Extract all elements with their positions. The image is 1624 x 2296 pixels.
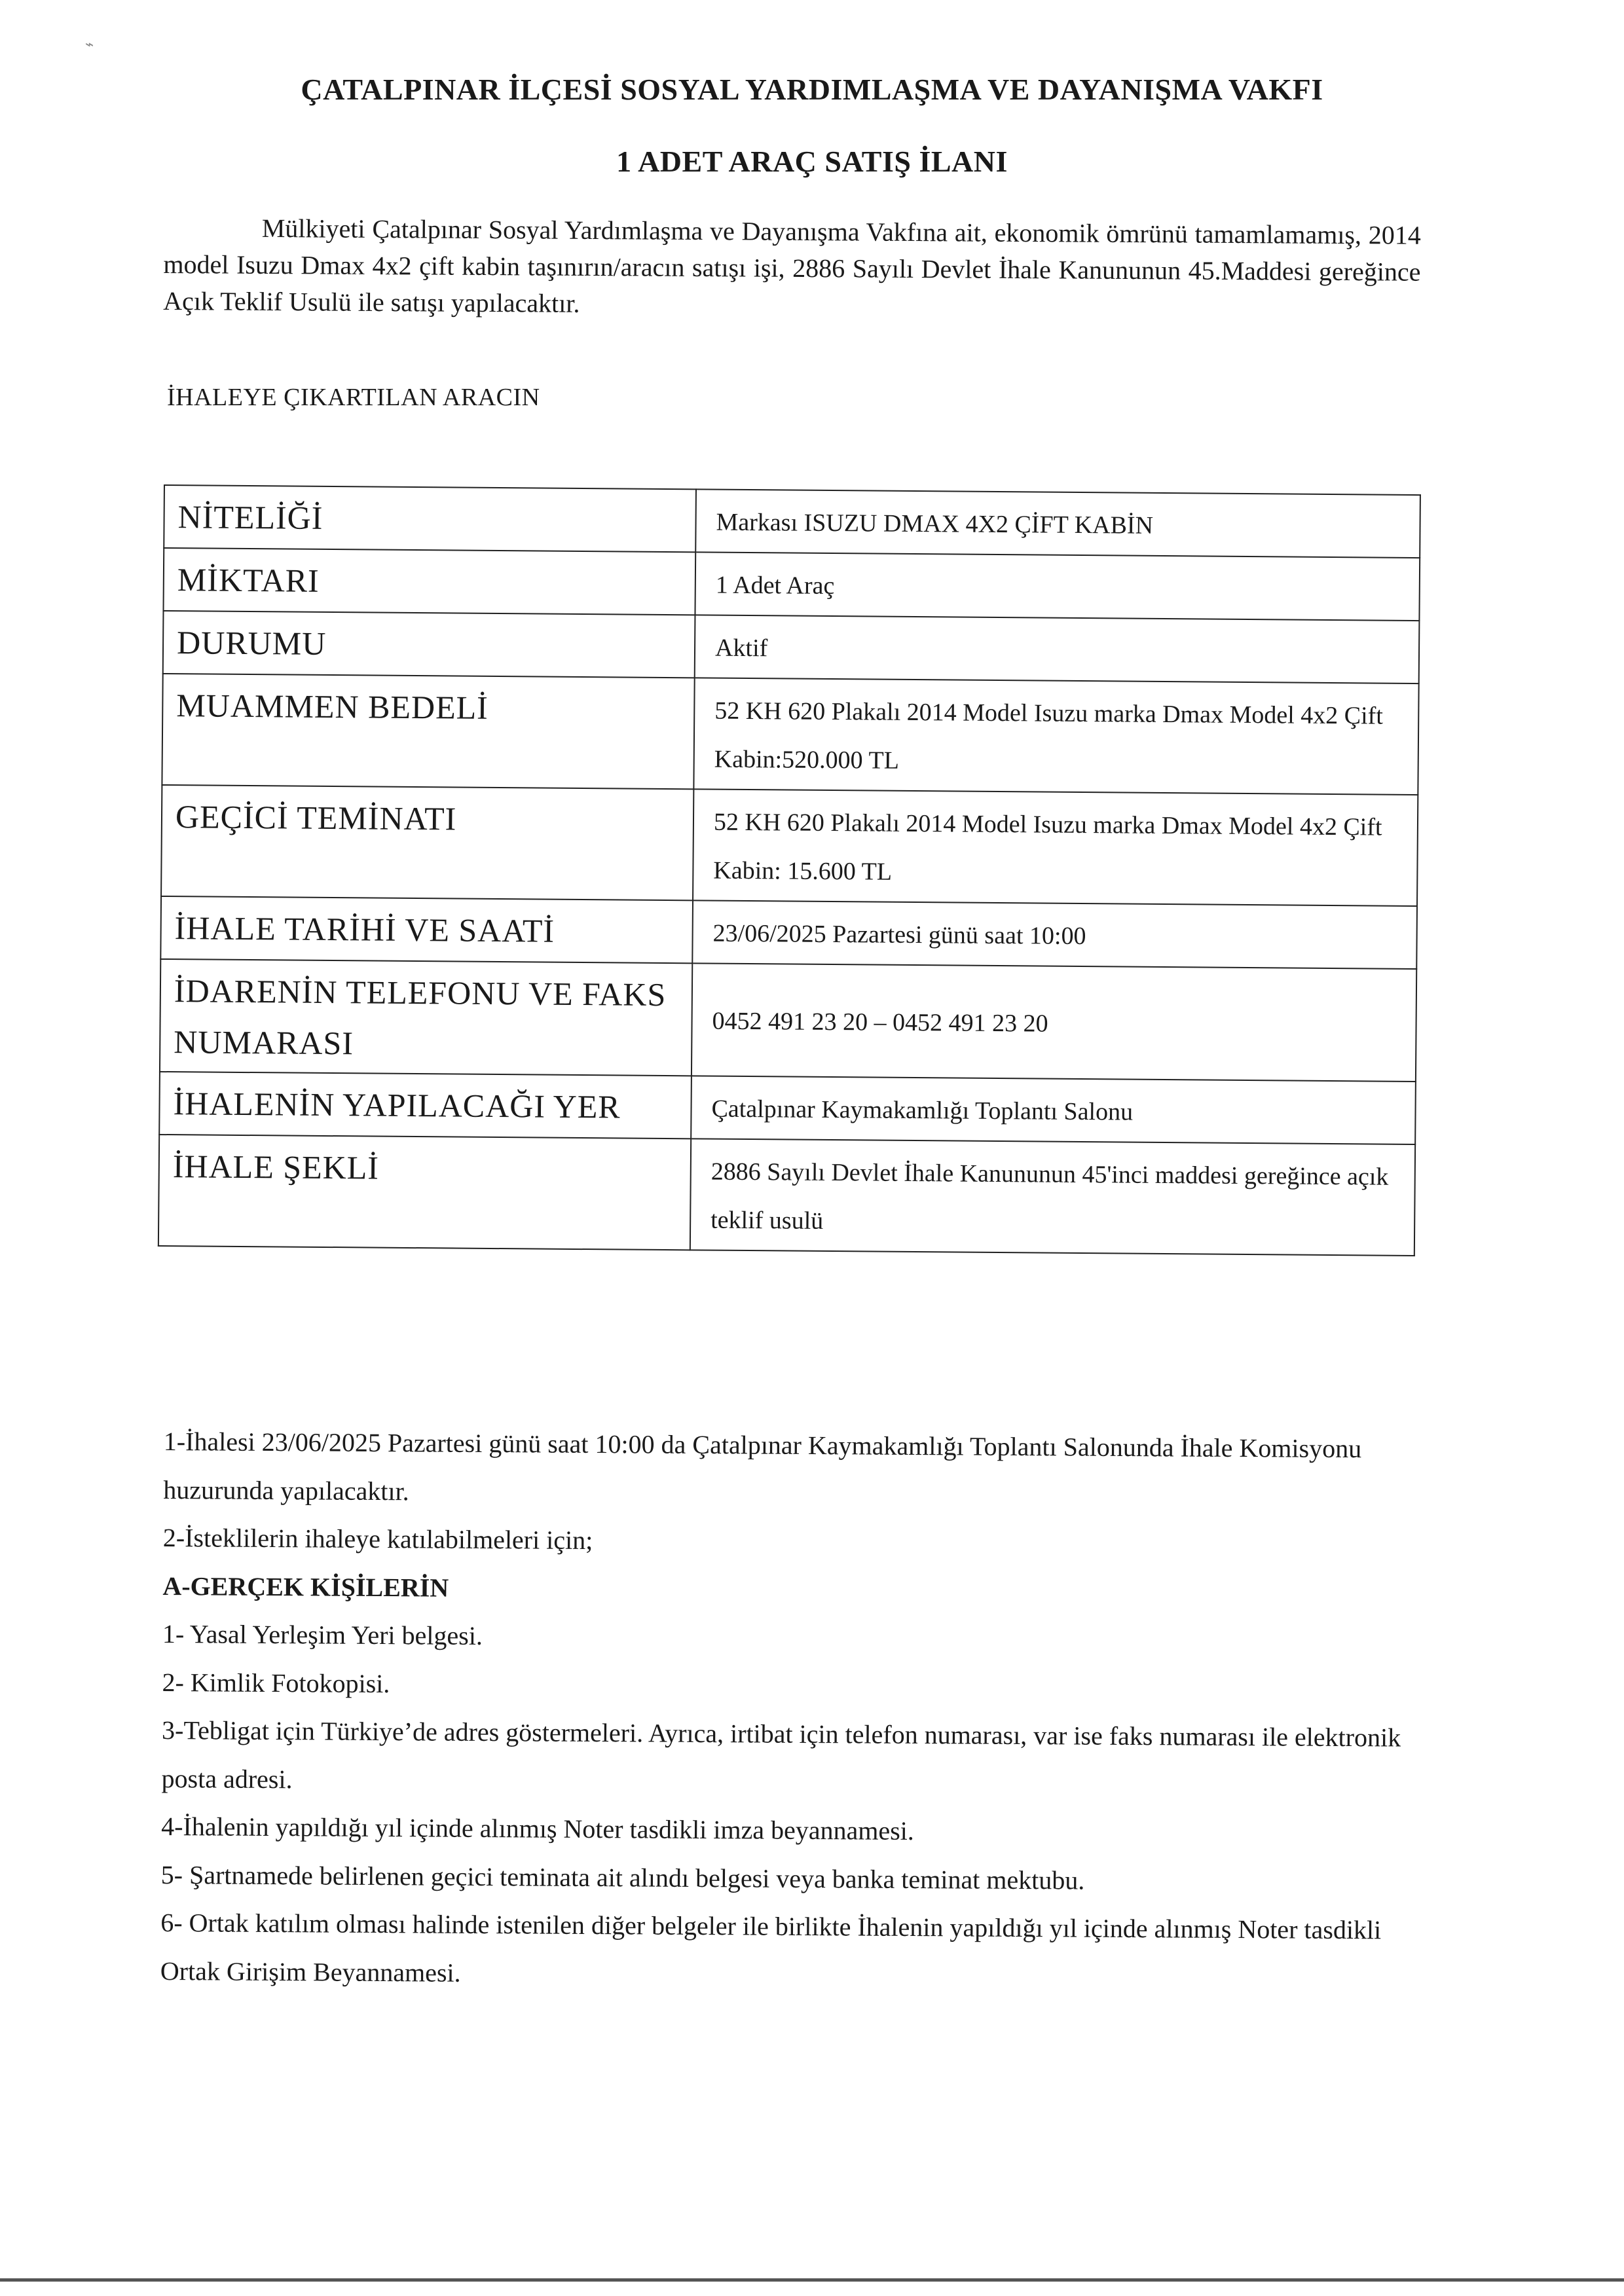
row-key: İHALE ŞEKLİ	[158, 1135, 691, 1250]
table-row	[161, 785, 1418, 906]
row-value: 0452 491 23 20 – 0452 491 23 20	[692, 963, 1416, 1082]
table-row	[158, 1135, 1415, 1256]
row-value: 23/06/2025 Pazartesi günü saat 10:00	[692, 900, 1417, 969]
row-key: MİKTARI	[163, 548, 695, 615]
row-value: 2886 Sayılı Devlet İhale Kanununun 45'inci maddesi gereğince açık teklif usulü	[690, 1139, 1415, 1256]
table-row	[160, 896, 1417, 969]
condition-item: 1-İhalesi 23/06/2025 Pazartesi günü saat 10:00 da Çatalpınar Kaymakamlığı Toplantı Salonunda İhale Komisyonu huzurunda yapılacaktır.	[163, 1426, 1362, 1506]
table-row	[162, 674, 1418, 795]
requirement-item: 6- Ortak katılım olması halinde istenilen diğer belgeler ile birlikte İhalenin yapıldığı yıl içinde alınmış Noter tasdikli Ortak Girişim Beyannamesi.	[160, 1907, 1382, 1988]
row-key: NİTELİĞİ	[164, 485, 696, 552]
row-value: 52 KH 620 Plakalı 2014 Model Isuzu marka Dmax Model 4x2 Çift Kabin: 15.600 TL	[693, 789, 1418, 906]
scan-mark: ⌁	[85, 36, 94, 52]
row-value: Markası ISUZU DMAX 4X2 ÇİFT KABİN	[695, 489, 1420, 558]
vehicle-spec-table	[158, 484, 1421, 1256]
section-subhead: İHALEYE ÇIKARTILAN ARACIN	[167, 384, 540, 411]
row-value: 52 KH 620 Plakalı 2014 Model Isuzu marka Dmax Model 4x2 Çift Kabin:520.000 TL	[693, 678, 1418, 795]
requirement-item: 3-Tebligat için Türkiye’de adres göstermeleri. Ayrıca, irtibat için telefon numarası, var ise faks numarası ile elektronik posta adresi.	[161, 1715, 1401, 1794]
notice-title: 1 ADET ARAÇ SATIŞ İLANI	[616, 145, 1008, 178]
intro-text: Mülkiyeti Çatalpınar Sosyal Yardımlaşma ve Dayanışma Vakfına ait, ekonomik ömrünü tamamlamamış, 2014 model Isuzu Dmax 4x2 çift kabin taşınırın/aracın satışı işi, 2886 Sayılı Devlet İhale Kanununun 45.Maddesi gereğince Açık Teklif Usulü ile satışı yapılacaktır.	[163, 213, 1421, 318]
row-key: MUAMMEN BEDELİ	[162, 674, 694, 789]
row-value: Aktif	[695, 615, 1420, 683]
requirement-item: 1- Yasal Yerleşim Yeri belgesi.	[162, 1618, 483, 1650]
table-row	[159, 1072, 1416, 1144]
row-key: DURUMU	[163, 611, 695, 678]
conditions-section	[160, 1417, 1421, 2003]
intro-paragraph	[163, 210, 1421, 327]
table-row	[164, 485, 1420, 558]
row-value: Çatalpınar Kaymakamlığı Toplantı Salonu	[691, 1076, 1416, 1144]
row-value: 1 Adet Araç	[695, 552, 1420, 621]
requirement-item: 2- Kimlik Fotokopisi.	[162, 1667, 390, 1698]
condition-item: 2-İsteklilerin ihaleye katılabilmeleri için;	[162, 1522, 593, 1556]
row-key: İHALENİN YAPILACAĞI YER	[159, 1072, 692, 1139]
table-row	[163, 611, 1420, 683]
row-key: İDARENİN TELEFONU VE FAKS NUMARASI	[160, 959, 692, 1076]
row-key: İHALE TARİHİ VE SAATİ	[160, 896, 693, 963]
table-row	[163, 548, 1420, 621]
row-key: GEÇİCİ TEMİNATI	[161, 785, 693, 900]
requirement-item: 4-İhalenin yapıldığı yıl içinde alınmış Noter tasdikli imza beyannamesi.	[161, 1811, 915, 1846]
page-bottom-rule	[0, 2278, 1624, 2282]
foundation-title: ÇATALPINAR İLÇESİ SOSYAL YARDIMLAŞMA VE DAYANIŞMA VAKFI	[301, 73, 1323, 106]
requirements-heading: A-GERÇEK KİŞİLERİN	[162, 1571, 449, 1603]
requirement-item: 5- Şartnamede belirlenen geçici teminata ait alındı belgesi veya banka teminat mektubu.	[160, 1859, 1085, 1895]
table-row	[160, 959, 1416, 1082]
